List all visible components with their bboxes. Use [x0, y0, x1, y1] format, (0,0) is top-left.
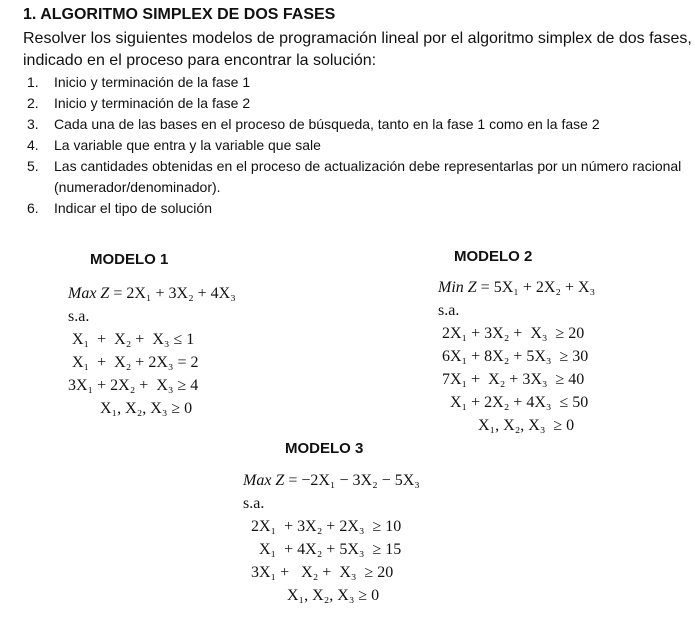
- subject-to-label: s.a.: [243, 495, 265, 512]
- requirements-list: [27, 72, 695, 219]
- objective-expression: = −2X₁ − 3X₂ − 5X₃: [284, 472, 420, 489]
- exercise-heading: 1. ALGORITMO SIMPLEX DE DOS FASES: [23, 6, 336, 23]
- model-1-objective: [68, 282, 236, 305]
- nonnegativity-row: X₁, X₂, X₃ ≥ 0: [68, 400, 193, 417]
- list-item-text: Inicio y terminación de la fase 1: [54, 74, 251, 90]
- model-2-objective: [438, 276, 595, 299]
- list-item: [27, 198, 695, 219]
- list-item: [27, 93, 695, 114]
- list-item: [27, 135, 695, 156]
- list-item-number: 2.: [27, 95, 39, 111]
- model-1-formulation: [68, 282, 236, 420]
- objective-label: Max Z: [68, 285, 110, 302]
- list-item-text: Inicio y terminación de la fase 2: [54, 95, 251, 111]
- constraint-row: 2X₁ + 3X₂ + X₃ ≥ 20: [438, 325, 585, 342]
- exercise-instructions: Resolver los siguientes modelos de programación lineal por el algoritmo simplex de dos fases, indicado en el proceso para encontrar la solución:: [23, 30, 692, 69]
- constraint-row: 7X₁ + X₂ + 3X₃ ≥ 40: [438, 371, 585, 388]
- list-item-text: La variable que entra y la variable que sale: [54, 137, 321, 153]
- list-item-number: 6.: [27, 200, 39, 216]
- constraint-row: X₁ + X₂ + 2X₃ = 2: [68, 354, 199, 371]
- constraint-row: 3X₁ + 2X₂ + X₃ ≥ 4: [68, 377, 199, 394]
- list-item-number: 3.: [27, 116, 39, 132]
- constraint-row: 6X₁ + 8X₂ + 5X₃ ≥ 30: [438, 348, 589, 365]
- model-1-title: MODELO 1: [90, 251, 169, 268]
- nonnegativity-row: X₁, X₂, X₃ ≥ 0: [243, 587, 380, 604]
- list-item: [27, 156, 695, 198]
- subject-to-label: s.a.: [438, 302, 460, 319]
- objective-expression: = 5X₁ + 2X₂ + X₃: [476, 279, 596, 296]
- model-3-formulation: [243, 469, 420, 607]
- model-3-objective: [243, 469, 420, 492]
- list-item-text: Las cantidades obtenidas en el proceso de actualización debe representarlas por un número racional (numerador/denominador).: [54, 158, 682, 195]
- model-3-title: MODELO 3: [285, 440, 364, 457]
- constraint-row: 2X₁ + 3X₂ + 2X₃ ≥ 10: [243, 518, 402, 535]
- list-item-number: 4.: [27, 137, 39, 153]
- constraint-row: 3X₁ + X₂ + X₃ ≥ 20: [243, 564, 394, 581]
- constraint-row: X₁ + 4X₂ + 5X₃ ≥ 15: [243, 541, 402, 558]
- list-item-number: 5.: [27, 158, 39, 174]
- constraint-row: X₁ + X₂ + X₃ ≤ 1: [68, 331, 195, 348]
- list-item-text: Indicar el tipo de solución: [54, 200, 212, 216]
- objective-label: Min Z: [438, 279, 477, 296]
- nonnegativity-row: X₁, X₂, X₃ ≥ 0: [438, 417, 575, 434]
- objective-label: Max Z: [243, 472, 285, 489]
- constraint-row: X₁ + 2X₂ + 4X₃ ≤ 50: [438, 394, 589, 411]
- subject-to-label: s.a.: [68, 308, 90, 325]
- list-item-text: Cada una de las bases en el proceso de búsqueda, tanto en la fase 1 como en la fase 2: [54, 116, 600, 132]
- list-item-number: 1.: [27, 74, 39, 90]
- objective-expression: = 2X₁ + 3X₂ + 4X₃: [109, 285, 236, 302]
- model-2-title: MODELO 2: [454, 248, 533, 265]
- model-2-formulation: [438, 276, 595, 437]
- list-item: [27, 114, 695, 135]
- list-item: [27, 72, 695, 93]
